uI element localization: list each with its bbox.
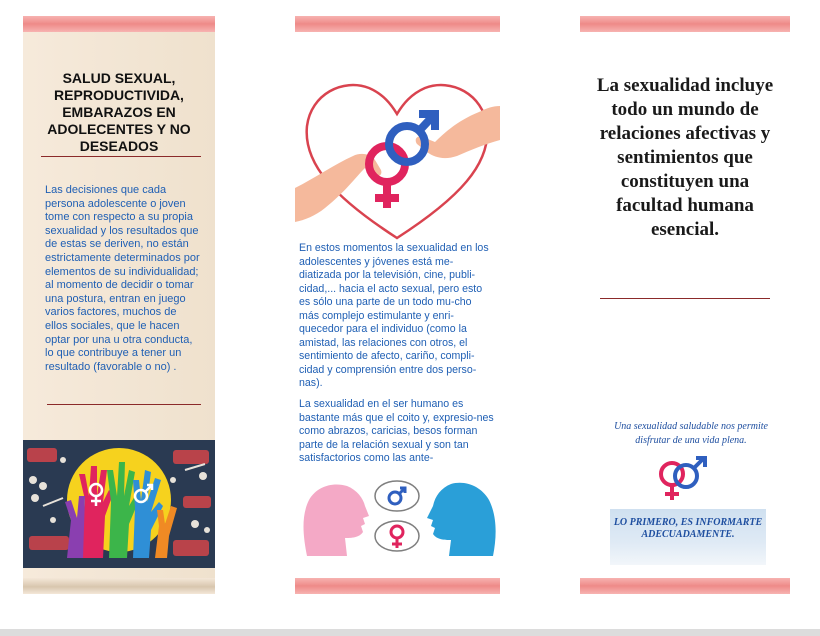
hands-illustration — [23, 440, 215, 568]
faces-illustration — [297, 476, 497, 556]
panel3-quote: Una sexualidad saludable nos permite disfrutar de una vida plena. — [614, 421, 768, 446]
title-rule — [600, 298, 770, 299]
panel-bottom-bar — [295, 578, 500, 594]
panel-top-bar — [580, 16, 790, 32]
gender-symbols-icon — [650, 454, 720, 504]
panel-top-bar — [23, 16, 215, 32]
panel-bottom-bar — [23, 578, 215, 594]
panel-left — [23, 16, 215, 594]
body-rule — [47, 404, 201, 405]
panel-right — [580, 16, 790, 594]
panel-middle — [295, 16, 500, 594]
panel1-title: SALUD SEXUAL, REPRODUCTIVIDA, EMBARAZOS EN ADOLECENTES Y NO DESEADOS — [47, 70, 191, 154]
paragraph-2: La sexualidad en el ser humano es bastante más que el coito y, expresio-nes como abrazos, caricias, besos forman parte de la relación sexual y son tan satisfactorios como las ante- — [299, 398, 494, 464]
panel1-body: Las decisiones que cada persona adolescente o joven tome con respecto a su propia sexualidad y los resultados que de estas se deriven, no están estrictamente determinados por elementos de su individualidad; al momento de decidir o tomar una postura, entran en juego varios factores, muchos de ellos sociales, que le hacen optar por una u otra conducta, lo que contribuye a tener un resultado (favorable o no) . — [45, 184, 200, 373]
page-bottom-edge — [0, 629, 820, 636]
panel-bottom-bar — [580, 578, 790, 594]
panel-top-bar — [295, 16, 500, 32]
heart-hands-illustration — [295, 68, 500, 246]
info-box: LO PRIMERO, ES INFORMARTE ADECUADAMENTE. — [610, 509, 766, 565]
panel3-title: La sexualidad incluye todo un mundo de relaciones afectivas y sentimientos que constituyen una facultad humana esencial. — [596, 75, 774, 240]
title-rule — [41, 156, 201, 157]
paragraph-1: En estos momentos la sexualidad en los adolescentes y jóvenes está me-diatizada por la televisión, cine, publi-cidad,... hacia el acto sexual, pero esto es sólo una parte de un todo mu-cho más complejo estimulante y enri-quecedor para el individuo (como la amistad, las relaciones con otros, el sentimiento de afecto, cariño, compli-cidad y comprensión entre dos perso-nas). — [299, 242, 489, 389]
